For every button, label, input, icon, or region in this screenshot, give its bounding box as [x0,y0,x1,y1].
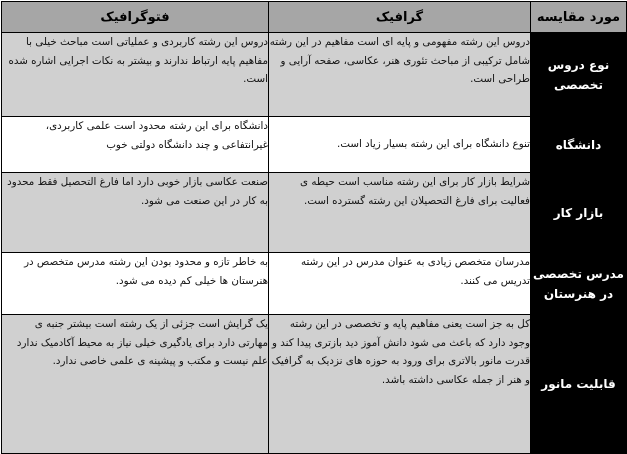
photography-cell: یک گرایش است جزئی از یک رشته است بیشتر جنبه ی مهارتی دارد برای یادگیری خیلی نیاز به محیط آکادمیک ندارد علم نیست و مکتب و پیشینه ی علمی خاصی ندارد. [2,315,269,454]
table-row [2,253,627,315]
graphic-cell: دروس این رشته مفهومی و پایه ای است مفاهیم در این رشته شامل ترکیبی از مباحث تئوری هنر، عکاسی، صفحه آرایی و طراحی است. [269,33,531,117]
row-label: دانشگاه [531,117,627,173]
table-row [2,33,627,117]
photography-cell: صنعت عکاسی بازار خوبی دارد اما فارغ التحصیل فقط محدود به کار در این صنعت می شود. [2,173,269,253]
graphic-cell: تنوع دانشگاه برای این رشته بسیار زیاد است. [269,117,531,173]
header-criterion: مورد مقایسه [531,2,627,33]
row-label: نوع دروس تخصصی [531,33,627,117]
row-label: مدرس تخصصی در هنرستان [531,253,627,315]
photography-cell: به خاطر تازه و محدود بودن این رشته مدرس متخصص در هنرستان ها خیلی کم دیده می شود. [2,253,269,315]
graphic-cell: شرایط بازار کار برای این رشته مناسب است حیطه ی فعالیت برای فارغ التحصیلان این رشته گسترده است. [269,173,531,253]
photography-cell: دانشگاه برای این رشته محدود است علمی کاربردی، غیرانتفاعی و چند دانشگاه دولتی خوب [2,117,269,173]
header-photography: فتوگرافیک [2,2,269,33]
row-label: قابلیت مانور [531,315,627,454]
header-row [2,2,627,33]
table-row [2,173,627,253]
photography-cell: دروس این رشته کاربردی و عملیاتی است مباحث خیلی با مفاهیم پایه ارتباط ندارند و بیشتر به نکات اجرایی اشاره شده است. [2,33,269,117]
table-row [2,315,627,454]
graphic-cell: کل به جز است یعنی مفاهیم پایه و تخصصی در این رشته وجود دارد که باعث می شود دانش آموز دید بازتری پیدا کند و قدرت مانور بالاتری برای ورود به حوزه های نزدیک به گرافیک و هنر از جمله عکاسی داشته باشد. [269,315,531,454]
table-row [2,117,627,173]
graphic-cell: مدرسان متخصص زیادی به عنوان مدرس در این رشته تدریس می کنند. [269,253,531,315]
row-label: بازار کار [531,173,627,253]
comparison-table [1,1,627,454]
header-graphic: گرافیک [269,2,531,33]
